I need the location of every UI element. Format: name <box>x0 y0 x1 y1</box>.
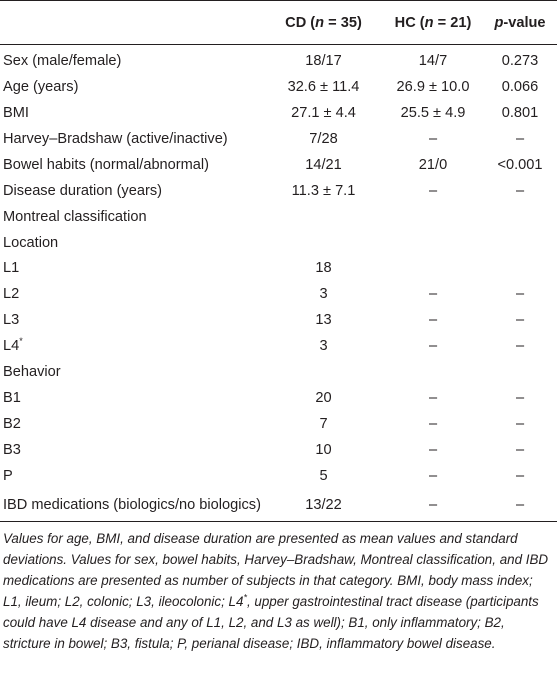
hc-value: 21/0 <box>418 156 448 173</box>
cd-value: 7 <box>319 416 328 433</box>
cd-value: 10 <box>315 442 332 459</box>
header-row <box>0 1 557 45</box>
hc-value: – <box>428 416 438 433</box>
row-label: B1 <box>3 390 21 407</box>
row-label: B3 <box>3 442 21 459</box>
hc-value: – <box>428 390 438 407</box>
table-row <box>0 152 557 178</box>
row-label: Harvey–Bradshaw (active/inactive) <box>3 130 228 147</box>
hc-value: 25.5 ± 4.9 <box>400 104 466 121</box>
p-value: – <box>515 442 525 459</box>
row-label: P <box>3 467 13 484</box>
hc-value <box>383 256 483 282</box>
hc-value: – <box>428 286 438 303</box>
table-row <box>0 100 557 126</box>
p-value: <0.001 <box>497 156 543 173</box>
table-row <box>0 333 557 359</box>
table-row <box>0 281 557 307</box>
cd-value: 18/17 <box>305 52 342 69</box>
p-value <box>483 359 557 385</box>
p-value: – <box>515 467 525 484</box>
cd-value: 7/28 <box>309 130 338 147</box>
hc-value: 14/7 <box>418 52 448 69</box>
hc-value: – <box>428 312 438 329</box>
row-label: L1 <box>3 260 20 277</box>
cd-value: 27.1 ± 4.4 <box>291 104 356 121</box>
header-p-value: p-value <box>483 1 557 45</box>
table-row <box>0 307 557 333</box>
row-label: Disease duration (years) <box>3 182 162 199</box>
p-value: – <box>515 338 525 355</box>
table-row <box>0 411 557 437</box>
cd-value <box>264 230 383 256</box>
p-value: 0.066 <box>501 78 539 95</box>
header-cd: CD (n = 35) <box>264 1 383 45</box>
p-value: 0.801 <box>501 104 539 121</box>
hc-value: – <box>428 130 438 147</box>
table-row <box>0 126 557 152</box>
table-row <box>0 359 557 385</box>
header-label-column <box>0 1 264 45</box>
cd-value: 3 <box>319 286 328 303</box>
p-value: – <box>515 390 525 407</box>
hc-value: – <box>383 489 483 522</box>
p-value: – <box>515 130 525 147</box>
row-label: L4* <box>3 336 23 355</box>
hc-value <box>383 230 483 256</box>
header-hc: HC (n = 21) <box>383 1 483 45</box>
p-value: – <box>515 312 525 329</box>
hc-value <box>383 204 483 230</box>
row-label: Location <box>3 234 59 251</box>
table-row <box>0 178 557 204</box>
table-row <box>0 463 557 489</box>
row-label: BMI <box>3 104 29 121</box>
p-value: – <box>515 286 525 303</box>
table-row <box>0 256 557 282</box>
cd-value <box>264 359 383 385</box>
table-row <box>0 230 557 256</box>
p-value: – <box>515 416 525 433</box>
cd-value: 13/22 <box>264 489 383 522</box>
row-label: Montreal classification <box>3 208 147 225</box>
row-label: Behavior <box>3 364 61 381</box>
table-row <box>0 489 557 522</box>
cd-value: 32.6 ± 11.4 <box>287 78 360 95</box>
p-value: 0.273 <box>501 52 539 69</box>
row-label: Sex (male/female) <box>3 52 122 69</box>
cd-value: 5 <box>319 467 328 484</box>
cd-value: 3 <box>319 338 328 355</box>
hc-value: – <box>428 467 438 484</box>
cd-value: 18 <box>315 260 332 277</box>
hc-value <box>383 359 483 385</box>
table-footnote: Values for age, BMI, and disease duration are presented as mean values and standard deviations. Values for sex, bowel habits, Harvey–Bradshaw, Montreal classification, and IBD medications are presented as number of subjects in that category. BMI, body mass index; L1, ileum; L2, colonic; L3, ileocolonic; L4*, upper gastrointestinal tract disease (participants could have L4 disease and any of L1, L2, and L3 as well); B1, only inflammatory; B2, stricture in bowel; B3, fistula; P, perianal disease; IBD, inflammatory bowel disease. <box>3 530 549 651</box>
table-row <box>0 45 557 74</box>
cd-value: 20 <box>315 390 332 407</box>
row-label: IBD medications (biologics/no biologics) <box>0 489 264 522</box>
p-value <box>483 204 557 230</box>
row-label: B2 <box>3 416 21 433</box>
row-label: Bowel habits (normal/abnormal) <box>3 156 210 173</box>
hc-value: – <box>428 442 438 459</box>
cd-value: 13 <box>315 312 332 329</box>
p-value: – <box>515 182 525 199</box>
p-value <box>483 256 557 282</box>
table-row <box>0 437 557 463</box>
row-label: L2 <box>3 286 20 303</box>
row-label: Age (years) <box>3 78 79 95</box>
hc-value: 26.9 ± 10.0 <box>396 78 470 95</box>
table-row <box>0 74 557 100</box>
table-row <box>0 385 557 411</box>
row-label: L3 <box>3 312 20 329</box>
table-row <box>0 204 557 230</box>
footnote-marker: * <box>19 336 23 347</box>
p-value <box>483 230 557 256</box>
table-body <box>0 45 557 522</box>
cd-value <box>264 204 383 230</box>
p-value: – <box>483 489 557 522</box>
hc-value: – <box>428 338 438 355</box>
cd-value: 11.3 ± 7.1 <box>291 182 356 199</box>
hc-value: – <box>428 182 438 199</box>
cd-value: 14/21 <box>305 156 342 173</box>
